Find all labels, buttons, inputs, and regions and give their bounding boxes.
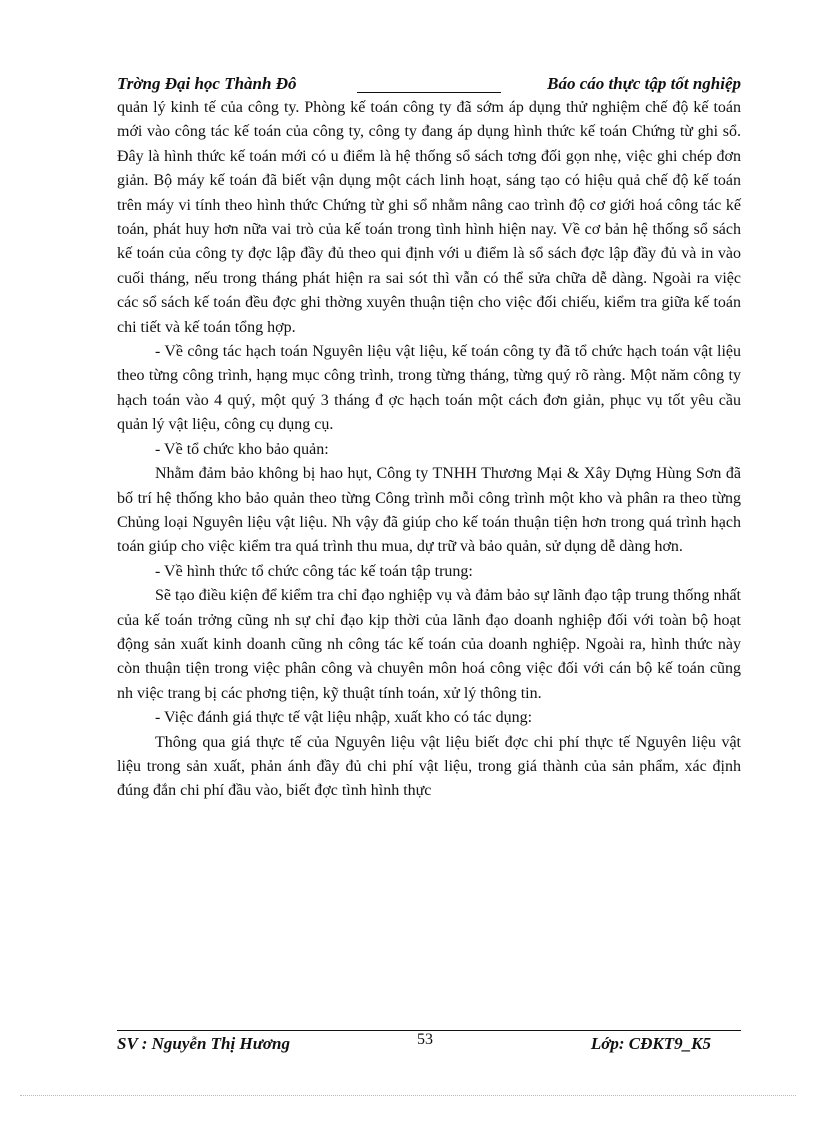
paragraph-6: Sẽ tạo điều kiện để kiểm tra chỉ đạo nghiệp vụ và đảm bảo sự lãnh đạo tập trung thống nhất của kế toán trởng cũng nh sự chỉ đạo kịp thời của lãnh đạo doanh nghiệp đối với toàn bộ hoạt động sản xuất kinh doanh cũng nh công tác kế toán của doanh nghiệp. Ngoài ra, hình thức này còn thuận tiện trong việc phân công và chuyên môn hoá công việc đối với cán bộ kế toán cũng nh việc trang bị các phơng tiện, kỹ thuật tính toán, xử lý thông tin. (117, 587, 741, 702)
footer-student: SV : Nguyễn Thị Hương (117, 1034, 290, 1053)
page-footer (117, 1031, 741, 1058)
header-underline (357, 92, 501, 93)
paragraph-4: Nhằm đảm bảo không bị hao hụt, Công ty TNHH Thương Mại & Xây Dựng Hùng Sơn đã bố trí hệ thống kho bảo quản theo từng Công trình mỗi công trình một kho và phân ra theo từng Chủng loại Nguyên liệu vật liệu. Nh vậy đã giúp cho kế toán thuận tiện hơn trong quá trình hạch toán giúp cho việc kiểm tra quá trình thu mua, dự trữ và bảo quản, sử dụng dễ dàng hơn. (117, 465, 741, 556)
header-report-title: Báo cáo thực tập tốt nghiệp (547, 74, 741, 93)
footer-class: Lớp: CĐKT9_K5 (590, 1034, 711, 1053)
page-header (117, 74, 741, 98)
paragraph-3: - Về tổ chức kho bảo quản: (155, 440, 329, 458)
header-school: Trờng Đại học Thành Đô (117, 74, 297, 93)
paragraph-7: - Việc đánh giá thực tế vật liệu nhập, xuất kho có tác dụng: (155, 709, 533, 727)
body-text (117, 96, 741, 804)
paragraph-2: - Về công tác hạch toán Nguyên liệu vật liệu, kế toán công ty đã tổ chức hạch toán vật liệu theo từng công trình, hạng mục công trình, trong từng tháng, từng quý rõ ràng. Một năm công ty hạch toán vào 4 quý, một quý 3 tháng đ ợc hạch toán một cách đơn giản, phục vụ tốt yêu cầu quản lý vật liệu, công cụ dụng cụ. (117, 343, 741, 434)
paragraph-8: Thông qua giá thực tế của Nguyên liệu vật liệu biết đợc chi phí thực tế Nguyên liệu vật liệu trong sản xuất, phản ánh đầy đủ chi phí vật liệu, trong giá thành của sản phẩm, xác định đúng đắn chi phí đầu vào, biết đợc tình hình thực (117, 733, 741, 800)
paragraph-5: - Về hình thức tổ chức công tác kế toán tập trung: (155, 562, 473, 580)
paragraph-1: quản lý kinh tế của công ty. Phòng kế toán công ty đã sớm áp dụng thử nghiệm chế độ kế toán mới vào công tác kế toán của công ty, công ty đang áp dụng hình thức kế toán Chứng từ ghi sổ. Đây là hình thức kế toán mới có u điểm là hệ thống sổ sách tơng đối gọn nhẹ, việc ghi chép đơn giản. Bộ máy kế toán đã biết vận dụng một cách linh hoạt, sáng tạo có hiệu quả chế độ kế toán trên máy vi tính theo hình thức Chứng từ ghi sổ nhằm nâng cao trình độ cơ giới hoá công tác kế toán, phát huy hơn nữa vai trò của kế toán trong tình hình hiện nay. Về cơ bản hệ thống sổ sách kế toán của công ty đợc lập đầy đủ theo qui định với u điểm là sổ sách đợc lập đầy đủ và in vào cuối tháng, nếu trong tháng phát hiện ra sai sót thì vẫn có thể sửa chữa dễ dàng. Ngoài ra việc các sổ sách kế toán đều đợc ghi thờng xuyên thuận tiện cho việc đối chiếu, kiểm tra giữa kế toán chi tiết và kế toán tổng hợp. (117, 99, 741, 336)
page-edge-line (20, 1095, 796, 1096)
page-number: 53 (417, 1031, 433, 1048)
